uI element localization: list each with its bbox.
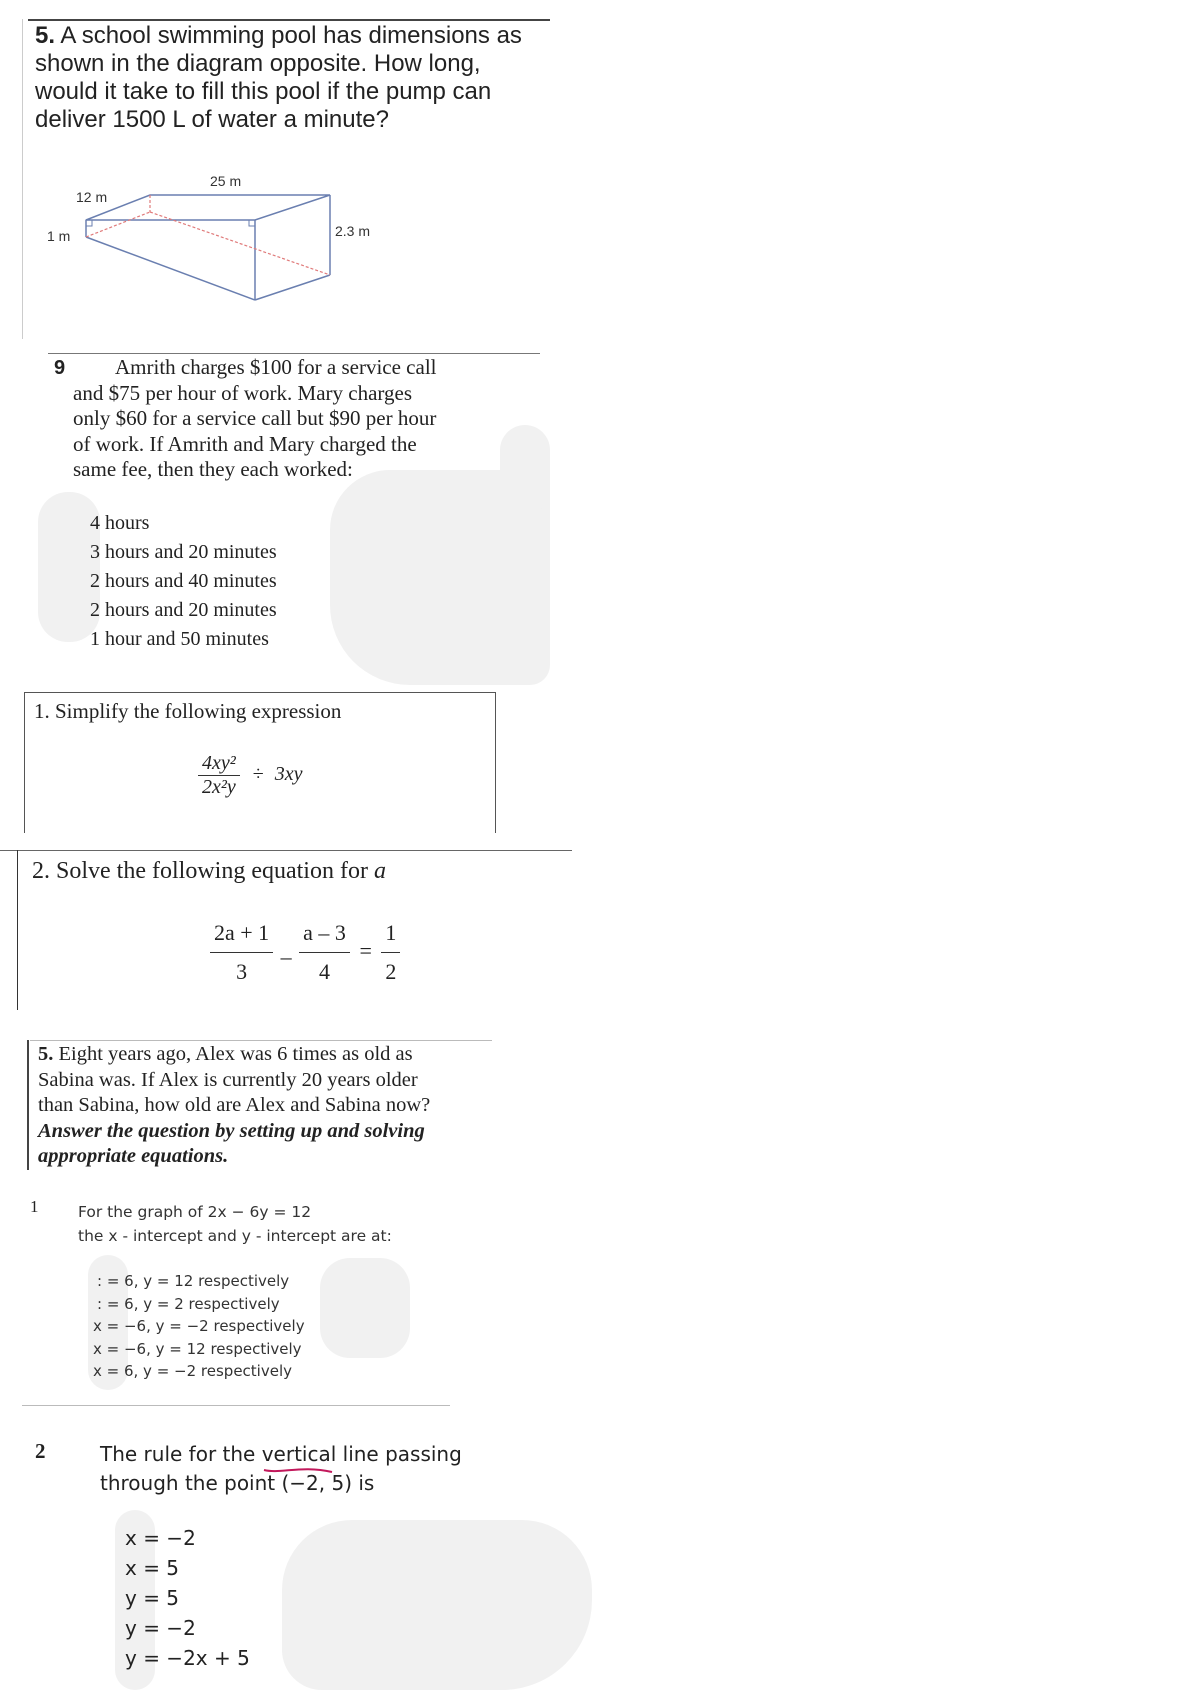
pool-length-label: 25 m xyxy=(210,173,242,189)
pool-width-label: 12 m xyxy=(76,189,108,205)
amrith-question-line: Amrith charges $100 for a service call xyxy=(115,355,437,379)
vertical-question-line: The rule for the vertical line passing xyxy=(100,1442,462,1466)
answer-option: x = −6, y = 12 respectively xyxy=(93,1339,302,1358)
alex-instruction: Answer the question by setting up and solving xyxy=(38,1119,425,1142)
amrith-question-line: of work. If Amrith and Mary charged the xyxy=(73,431,417,456)
graph-question-line: For the graph of 2x − 6y = 12 xyxy=(78,1203,312,1221)
fraction-numerator: 2a + 1 xyxy=(210,920,273,953)
amrith-question-line: and $75 per hour of work. Mary charges xyxy=(73,380,413,405)
solve-equation xyxy=(210,920,400,985)
pool-question xyxy=(35,22,522,134)
pool-question-line: deliver 1500 L of water a minute? xyxy=(35,106,389,133)
answer-option: 2 hours and 40 minutes xyxy=(90,570,277,592)
alex-instruction: appropriate equations. xyxy=(38,1145,229,1167)
alex-question-line: than Sabina, how old are Alex and Sabina now? xyxy=(38,1094,431,1116)
alex-question-number: 5. xyxy=(38,1043,54,1065)
pool-bottom-edge xyxy=(255,275,330,300)
alex-question-line: Eight years ago, Alex was 6 times as old as xyxy=(58,1043,413,1065)
answer-option: 2 hours and 20 minutes xyxy=(90,599,277,621)
pool-hidden-edge xyxy=(150,212,330,275)
pool-question-line: A school swimming pool has dimensions as xyxy=(60,22,522,49)
amrith-question-number: 9 xyxy=(54,357,66,379)
answer-option: : = 6, y = 2 respectively xyxy=(97,1294,280,1313)
alex-question xyxy=(38,1042,430,1170)
expression-denominator: 2x²y xyxy=(202,776,236,798)
eraser-mark xyxy=(282,1520,592,1690)
expression-numerator: 4xy² xyxy=(198,752,240,776)
equals-operator: = xyxy=(359,937,372,963)
graph-question xyxy=(78,1200,392,1248)
fraction-numerator: 1 xyxy=(381,920,400,953)
minus-operator: – xyxy=(280,943,292,969)
expression-divisor: 3xy xyxy=(274,763,303,786)
right-angle-marker xyxy=(249,220,255,226)
solve-variable: a xyxy=(373,858,386,884)
right-angle-marker xyxy=(86,220,92,226)
fraction-denominator: 2 xyxy=(385,959,397,984)
fraction-denominator: 4 xyxy=(319,959,331,984)
answer-option: y = −2x + 5 xyxy=(125,1646,250,1670)
amrith-question xyxy=(73,355,437,483)
amrith-question-line: same fee, then they each worked: xyxy=(73,457,353,481)
division-operator: ÷ xyxy=(252,763,264,786)
solve-label: 2. Solve the following equation for xyxy=(32,858,368,884)
amrith-options xyxy=(90,509,277,654)
answer-option: y = 5 xyxy=(125,1586,180,1610)
answer-option: y = −2 xyxy=(125,1616,196,1640)
fraction-numerator: a – 3 xyxy=(299,920,350,953)
simplify-expression xyxy=(198,752,303,799)
answer-option: x = −2 xyxy=(125,1526,196,1550)
answer-option: x = −6, y = −2 respectively xyxy=(93,1317,305,1335)
eraser-mark xyxy=(320,1258,410,1358)
pool-question-line: shown in the diagram opposite. How long, xyxy=(35,50,481,77)
simplify-label: 1. Simplify the following expression xyxy=(34,699,342,723)
graph-question-number: 1 xyxy=(30,1197,39,1216)
fraction-denominator: 3 xyxy=(236,959,248,984)
vertical-question-number: 2 xyxy=(35,1439,46,1463)
pool-deep-label: 2.3 m xyxy=(335,223,371,239)
amrith-question-line: only $60 for a service call but $90 per hour xyxy=(73,406,437,430)
pool-question-line: would it take to fill this pool if the pump can xyxy=(35,78,492,105)
vertical-question-line: through the point (−2, 5) is xyxy=(100,1471,375,1495)
pool-question-number: 5. xyxy=(35,22,56,49)
pool-top-face xyxy=(86,195,330,220)
underline-annotation xyxy=(262,1462,334,1476)
answer-option: 3 hours and 20 minutes xyxy=(90,541,277,563)
answer-option: : = 6, y = 12 respectively xyxy=(97,1272,290,1290)
graph-options xyxy=(93,1270,305,1383)
vertical-options xyxy=(125,1523,250,1673)
pool-shallow-label: 1 m xyxy=(47,228,71,244)
answer-option: 4 hours xyxy=(90,512,150,534)
alex-question-line: Sabina was. If Alex is currently 20 years older xyxy=(38,1068,418,1091)
answer-option: x = 5 xyxy=(125,1556,180,1580)
graph-question-line: the x - intercept and y - intercept are at: xyxy=(78,1227,392,1245)
answer-option: x = 6, y = −2 respectively xyxy=(93,1362,292,1380)
answer-option: 1 hour and 50 minutes xyxy=(90,628,269,650)
pool-bottom-edge xyxy=(86,237,255,300)
eraser-mark xyxy=(500,425,550,515)
